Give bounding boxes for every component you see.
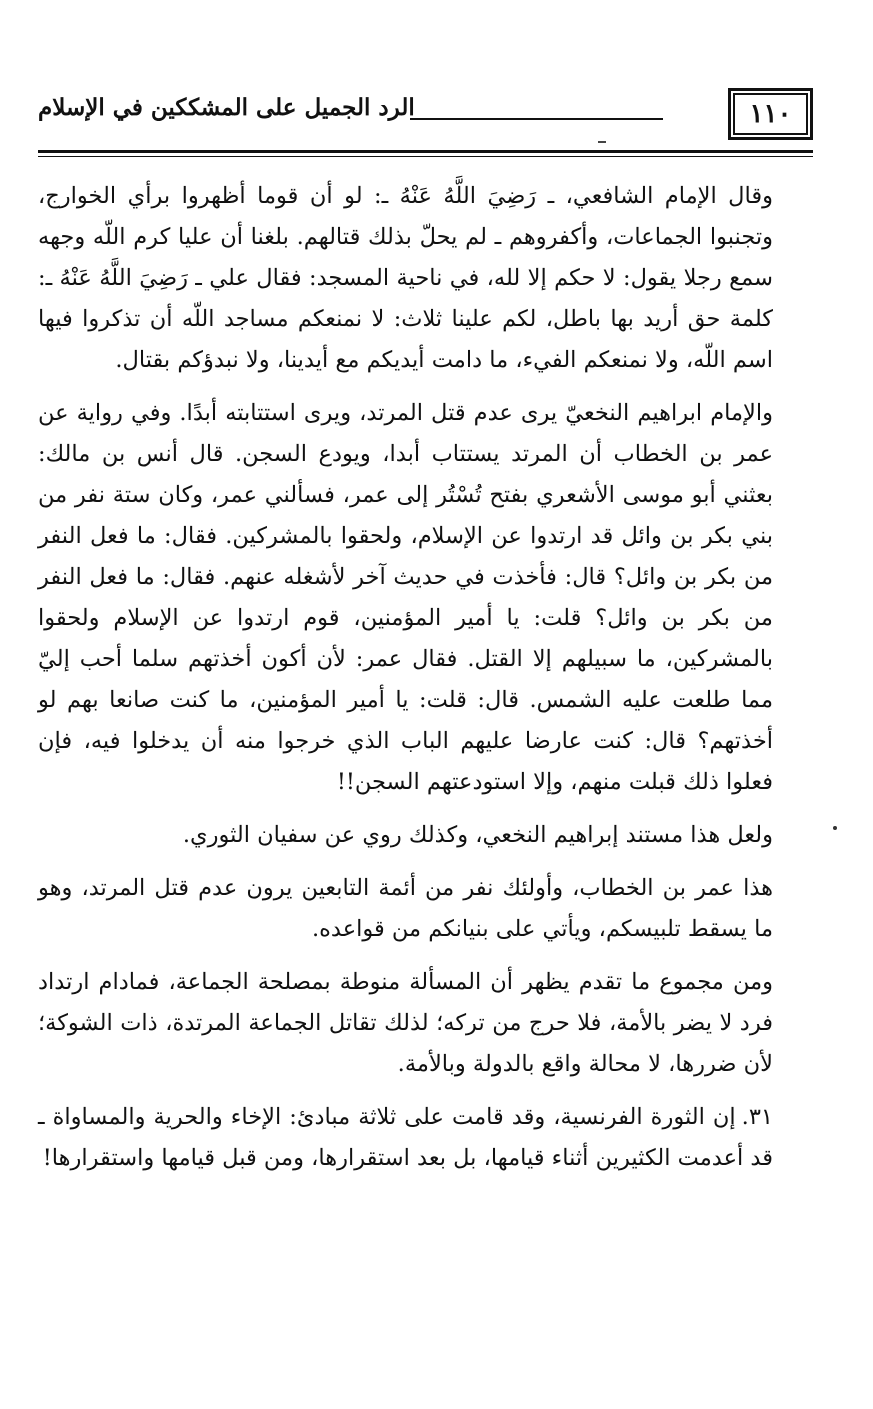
running-title: الرد الجميل على المشككين في الإسلام <box>38 94 415 121</box>
page-body <box>38 176 773 1179</box>
paragraph-1: وقال الإمام الشافعي، ـ رَضِيَ اللَّهُ عَنْهُ ـ: لو أن قوما أظهروا برأي الخوارج، وتجنبوا الجماعات، وأكفروهم ـ لم يحلّ بذلك قتالهم. بلغنا أن عليا كرم اللّه وجهه سمع رجلا يقول: لا حكم إلا لله، في ناحية المسجد: فقال علي ـ رَضِيَ اللَّهُ عَنْهُ ـ: كلمة حق أريد بها باطل، لكم علينا ثلاث: لا نمنعكم مساجد اللّه أن تذكروا فيها اسم اللّه، ولا نمنعكم الفيء، ما دامت أيديكم مع أيدينا، ولا نبدؤكم بقتال. <box>38 183 773 373</box>
list-item-31 <box>38 1097 773 1179</box>
page-number-box <box>728 88 813 140</box>
margin-mark <box>598 141 606 143</box>
paragraph-3: ولعل هذا مستند إبراهيم النخعي، وكذلك روي عن سفيان الثوري. <box>182 822 773 848</box>
header-rule <box>38 150 813 153</box>
list-item-number: ٣١. <box>741 1104 773 1130</box>
paragraph-2: والإمام ابراهيم النخعيّ يرى عدم قتل المرتد، ويرى استتابته أبدًا. وفي رواية عن عمر بن الخطاب أن المرتد يستتاب أبدا، ويودع السجن. قال أنس بن مالك: بعثني أبو موسى الأشعري بفتح تُسْتُر إلى عمر، فسألني عمر، وكان ستة نفر من بني بكر بن وائل قد ارتدوا عن الإسلام، ولحقوا بالمشركين. فقال: ما فعل النفر من بكر بن وائل؟ قال: فأخذت في حديث آخر لأشغله عنهم. فقال: ما فعل النفر من بكر بن وائل؟ قلت: يا أمير المؤمنين، قوم ارتدوا عن الإسلام ولحقوا بالمشركين، ما سبيلهم إلا القتل. فقال عمر: لأن أكون أخذتهم سلما أحب إليّ مما طلعت عليه الشمس. قال: قلت: يا أمير المؤمنين، ما كنت صانعا بهم لو أخذتهم؟ قال: كنت عارضا عليهم الباب الذي خرجوا منه أن يدخلوا فيه، فإن فعلوا ذلك قبلت منهم، وإلا استودعتهم السجن!! <box>38 400 773 795</box>
list-item-text: إن الثورة الفرنسية، وقد قامت على ثلاثة مبادئ: الإخاء والحرية والمساواة ـ قد أعدمت الكثيرين أثناء قيامها، بل بعد استقرارها، ومن قبل قيامها واستقرارها! <box>38 1104 773 1171</box>
margin-dot <box>833 826 837 830</box>
header-rule-thin <box>38 156 813 157</box>
title-rule <box>410 118 663 120</box>
paragraph-5: ومن مجموع ما تقدم يظهر أن المسألة منوطة بمصلحة الجماعة، فمادام ارتداد فرد لا يضر بالأمة، فلا حرج من تركه؛ لذلك تقاتل الجماعة المرتدة، ذات الشوكة؛ لأن ضررها، لا محالة واقع بالدولة وبالأمة. <box>38 969 773 1077</box>
page-header <box>38 88 813 144</box>
page-number: ١١٠ <box>749 99 792 129</box>
paragraph-4: هذا عمر بن الخطاب، وأولئك نفر من أئمة التابعين يرون عدم قتل المرتد، وهو ما يسقط تلبيسكم، ويأتي على بنيانكم من قواعده. <box>38 875 773 942</box>
